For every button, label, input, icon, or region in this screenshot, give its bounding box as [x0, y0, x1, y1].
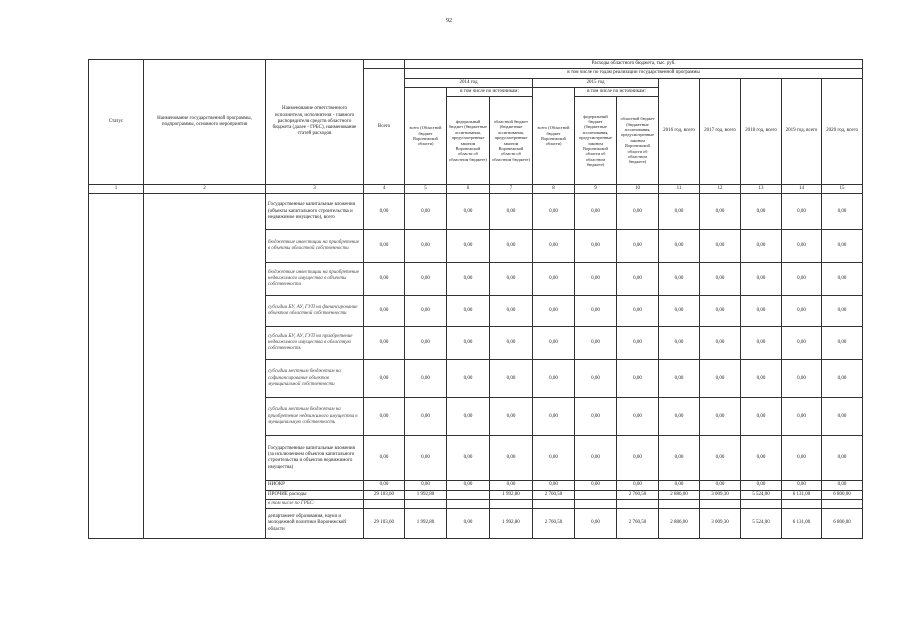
empty-cell — [490, 499, 533, 508]
value-cell: 0,00 — [575, 398, 617, 436]
value-cell: 0,00 — [575, 509, 617, 539]
column-number: 15 — [822, 185, 863, 194]
value-cell: 0,00 — [700, 194, 741, 230]
value-cell: 0,00 — [447, 194, 490, 230]
value-cell: 0,00 — [782, 194, 822, 230]
status-cell — [89, 194, 144, 539]
column-number: 4 — [364, 185, 405, 194]
federal-2014-header: федеральный бюджет (бюджетные ассигнования, предусмотренные законом Воронежской области об областном бюджете) — [447, 97, 490, 185]
value-cell: 0,00 — [659, 327, 700, 360]
empty-cell — [405, 499, 447, 508]
empty-cell — [533, 499, 575, 508]
value-cell: 1 992,80 — [490, 509, 533, 539]
value-cell: 0,00 — [405, 230, 447, 263]
value-cell: 29 103,60 — [364, 509, 405, 539]
row-label: субсидии местным бюджетам на приобретение недвижимого имущества в муниципальную собственность — [266, 398, 364, 436]
value-cell: 0,00 — [364, 263, 405, 296]
year-2015-header: 2015 год — [533, 78, 659, 87]
row-label: Государственные капитальные вложения (за исключением объектов капитального строительства и объектов недвижимого имущества) — [266, 436, 364, 481]
budget-title: Расходы областного бюджета, тыс. руб. — [405, 60, 863, 69]
value-cell: 0,00 — [822, 327, 863, 360]
value-cell: 0,00 — [741, 327, 782, 360]
value-cell: 0,00 — [741, 296, 782, 327]
value-cell: 0,00 — [617, 230, 659, 263]
value-cell: 0,00 — [617, 481, 659, 490]
value-cell: 5 524,00 — [741, 509, 782, 539]
year-2018-header: 2018 год, всего — [741, 78, 782, 185]
value-cell: 0,00 — [822, 194, 863, 230]
value-cell: 0,00 — [490, 230, 533, 263]
value-cell: 0,00 — [782, 398, 822, 436]
value-cell: 0,00 — [822, 263, 863, 296]
empty-cell — [741, 499, 782, 508]
value-cell: 0,00 — [700, 481, 741, 490]
column-number: 5 — [405, 185, 447, 194]
value-cell: 0,00 — [405, 398, 447, 436]
row-label: бюджетные инвестиции на приобретение недвижимого имущества в объекты собственности — [266, 263, 364, 296]
value-cell: 0,00 — [447, 263, 490, 296]
value-cell: 0,00 — [659, 398, 700, 436]
value-cell: 0,00 — [405, 327, 447, 360]
year-2017-header: 2017 год, всего — [700, 78, 741, 185]
value-cell: 2 886,00 — [659, 509, 700, 539]
value-cell: 0,00 — [405, 296, 447, 327]
value-cell: 0,00 — [700, 436, 741, 481]
row-label: бюджетные инвестиции на приобретение в объекты областной собственности — [266, 230, 364, 263]
value-cell: 0,00 — [405, 481, 447, 490]
value-cell: 0,00 — [617, 398, 659, 436]
value-cell: 0,00 — [575, 481, 617, 490]
value-cell: 0,00 — [782, 296, 822, 327]
value-cell: 0,00 — [659, 296, 700, 327]
value-cell: 0,00 — [364, 360, 405, 398]
value-cell: 0,00 — [447, 398, 490, 436]
value-cell: 6 131,00 — [782, 490, 822, 499]
value-cell: 0,00 — [741, 481, 782, 490]
value-cell: 0,00 — [490, 481, 533, 490]
value-cell: 0,00 — [700, 263, 741, 296]
value-cell: 0,00 — [490, 360, 533, 398]
value-cell: 0,00 — [447, 436, 490, 481]
value-cell: 0,00 — [364, 327, 405, 360]
program-header: Наименование государственной программы, подпрограммы, основного мероприятия — [144, 60, 266, 185]
page-number: 92 — [446, 18, 452, 24]
column-number: 10 — [617, 185, 659, 194]
dept-label: департамент образования, науки и молодежной политики Воронежской области — [266, 509, 364, 539]
year-2014-header: 2014 год — [405, 78, 533, 87]
value-cell: 0,00 — [364, 436, 405, 481]
value-cell: 29 103,60 — [364, 490, 405, 499]
sources-2015-header: в том числе по источникам: — [575, 87, 659, 96]
total-2015-header: всего (Областной бюджет Воронежской области) — [533, 87, 575, 184]
value-cell: 0,00 — [533, 398, 575, 436]
total-header: Всего — [364, 69, 405, 185]
value-cell: 0,00 — [447, 360, 490, 398]
value-cell: 0,00 — [741, 230, 782, 263]
in-stages-header: в том числе по годам реализации государственной программы — [405, 69, 863, 78]
value-cell: 2 760,50 — [533, 509, 575, 539]
value-cell: 0,00 — [700, 230, 741, 263]
value-cell: 3 009,30 — [700, 490, 741, 499]
value-cell: 0,00 — [700, 360, 741, 398]
value-cell: 0,00 — [364, 398, 405, 436]
table-row — [89, 194, 863, 230]
value-cell: 0,00 — [741, 263, 782, 296]
value-cell: 0,00 — [405, 360, 447, 398]
empty-cell — [822, 499, 863, 508]
column-number: 13 — [741, 185, 782, 194]
value-cell: 0,00 — [447, 327, 490, 360]
value-cell: 0,00 — [405, 263, 447, 296]
value-cell: 0,00 — [405, 194, 447, 230]
budget-table — [88, 59, 863, 539]
value-cell: 0,00 — [364, 481, 405, 490]
empty-cell — [575, 499, 617, 508]
value-cell: 0,00 — [782, 327, 822, 360]
column-number: 7 — [490, 185, 533, 194]
value-cell: 0,00 — [822, 230, 863, 263]
empty-cell — [364, 499, 405, 508]
year-2020-header: 2020 год, всего — [822, 78, 863, 185]
value-cell: 0,00 — [533, 436, 575, 481]
value-cell: 0,00 — [782, 230, 822, 263]
value-cell: 0,00 — [617, 296, 659, 327]
value-cell: 0,00 — [659, 481, 700, 490]
value-cell: 0,00 — [659, 230, 700, 263]
value-cell: 0,00 — [822, 436, 863, 481]
year-2019-header: 2019 год, всего — [782, 78, 822, 185]
sources-2014-header: в том числе по источникам: — [447, 87, 533, 96]
value-cell: 0,00 — [533, 194, 575, 230]
value-cell: 0,00 — [822, 398, 863, 436]
total-2014-header: всего (Областной бюджет Воронежской области) — [405, 87, 447, 184]
value-cell: 1 992,80 — [490, 490, 533, 499]
value-cell: 0,00 — [364, 194, 405, 230]
value-cell: 0,00 — [533, 263, 575, 296]
value-cell: 0,00 — [700, 398, 741, 436]
value-cell: 2 760,50 — [617, 509, 659, 539]
value-cell: 0,00 — [575, 194, 617, 230]
value-cell: 0,00 — [617, 327, 659, 360]
value-cell: 0,00 — [659, 436, 700, 481]
value-cell: 0,00 — [490, 398, 533, 436]
value-cell: 0,00 — [659, 194, 700, 230]
value-cell: 0,00 — [782, 360, 822, 398]
empty-cell — [700, 499, 741, 508]
value-cell: 0,00 — [447, 509, 490, 539]
value-cell: 0,00 — [741, 194, 782, 230]
responsible-header: Наименование ответственного исполнителя, исполнителя - главного распорядителя средств областного бюджета (далее - ГРБС), наименование статей расходов — [266, 60, 364, 185]
column-number: 3 — [266, 185, 364, 194]
column-number: 11 — [659, 185, 700, 194]
value-cell: 0,00 — [447, 296, 490, 327]
value-cell: 6 131,00 — [782, 509, 822, 539]
value-cell: 6 800,00 — [822, 509, 863, 539]
value-cell: 0,00 — [405, 436, 447, 481]
row-label: Государственные капитальные вложения (объекты капитального строительства и недвижимое имущество), всего — [266, 194, 364, 230]
column-number: 1 — [89, 185, 144, 194]
row-label: субсидии БУ, АУ, ГУП на финансирование объектов областной собственности — [266, 296, 364, 327]
value-cell: 0,00 — [490, 436, 533, 481]
empty-cell — [617, 499, 659, 508]
value-cell: 0,00 — [575, 263, 617, 296]
value-cell: 0,00 — [364, 230, 405, 263]
value-cell: 0,00 — [447, 230, 490, 263]
value-cell: 6 800,00 — [822, 490, 863, 499]
value-cell: 0,00 — [490, 194, 533, 230]
value-cell: 0,00 — [822, 296, 863, 327]
value-cell: 0,00 — [741, 436, 782, 481]
column-numbers-row — [89, 185, 863, 194]
column-number: 14 — [782, 185, 822, 194]
value-cell: 0,00 — [782, 263, 822, 296]
value-cell: 2 760,50 — [533, 490, 575, 499]
regional-2015-header: областной бюджет (бюджетные ассигнования, предусмотренные законом Воронежской области об областном бюджете) — [617, 97, 659, 185]
column-number: 6 — [447, 185, 490, 194]
value-cell: 0,00 — [822, 360, 863, 398]
column-number: 12 — [700, 185, 741, 194]
year-2016-header: 2016 год, всего — [659, 78, 700, 185]
column-number: 9 — [575, 185, 617, 194]
value-cell: 0,00 — [447, 481, 490, 490]
value-cell: 0,00 — [533, 230, 575, 263]
value-cell: 0,00 — [490, 296, 533, 327]
value-cell: 0,00 — [575, 230, 617, 263]
value-cell: 0,00 — [617, 194, 659, 230]
value-cell: 0,00 — [575, 436, 617, 481]
federal-2015-header: федеральный бюджет (бюджетные ассигнования, предусмотренные законом Воронежской области об областном бюджете) — [575, 97, 617, 185]
empty-cell — [659, 499, 700, 508]
value-cell — [575, 490, 617, 499]
value-cell: 2 760,50 — [617, 490, 659, 499]
value-cell: 0,00 — [533, 296, 575, 327]
value-cell: 0,00 — [741, 398, 782, 436]
value-cell: 0,00 — [782, 436, 822, 481]
value-cell: 0,00 — [533, 481, 575, 490]
value-cell: 1 992,80 — [405, 490, 447, 499]
value-cell: 0,00 — [617, 360, 659, 398]
value-cell: 0,00 — [782, 481, 822, 490]
value-cell: 0,00 — [575, 296, 617, 327]
value-cell: 0,00 — [659, 360, 700, 398]
value-cell: 3 009,30 — [700, 509, 741, 539]
empty-cell — [447, 499, 490, 508]
value-cell: 0,00 — [533, 327, 575, 360]
value-cell: 1 992,80 — [405, 509, 447, 539]
value-cell: 0,00 — [700, 296, 741, 327]
value-cell: 0,00 — [364, 296, 405, 327]
row-label: субсидии БУ, АУ, ГУП на приобретение недвижимого имущества в областную собственность — [266, 327, 364, 360]
value-cell: 0,00 — [490, 327, 533, 360]
value-cell: 0,00 — [700, 327, 741, 360]
value-cell: 5 524,00 — [741, 490, 782, 499]
prochie-label: ПРОЧИЕ расходы — [266, 490, 364, 499]
value-cell: 2 886,00 — [659, 490, 700, 499]
empty-cell — [782, 499, 822, 508]
value-cell: 0,00 — [533, 360, 575, 398]
value-cell: 0,00 — [490, 263, 533, 296]
regional-2014-header: областной бюджет (бюджетные ассигнования, предусмотренные законом Воронежской области об областном бюджете) — [490, 97, 533, 185]
value-cell: 0,00 — [575, 360, 617, 398]
grbs-label: в том числе по ГРБС: — [266, 499, 364, 508]
niokr-label: НИОКР — [266, 481, 364, 490]
value-cell: 0,00 — [617, 436, 659, 481]
value-cell — [447, 490, 490, 499]
value-cell: 0,00 — [659, 263, 700, 296]
column-number: 8 — [533, 185, 575, 194]
program-cell — [144, 194, 266, 539]
value-cell: 0,00 — [741, 360, 782, 398]
column-number: 2 — [144, 185, 266, 194]
status-header: Статус — [89, 60, 144, 185]
value-cell: 0,00 — [822, 481, 863, 490]
value-cell: 0,00 — [617, 263, 659, 296]
value-cell: 0,00 — [575, 327, 617, 360]
row-label: субсидии местным бюджетам на софинансирование объектов муниципальной собственности — [266, 360, 364, 398]
